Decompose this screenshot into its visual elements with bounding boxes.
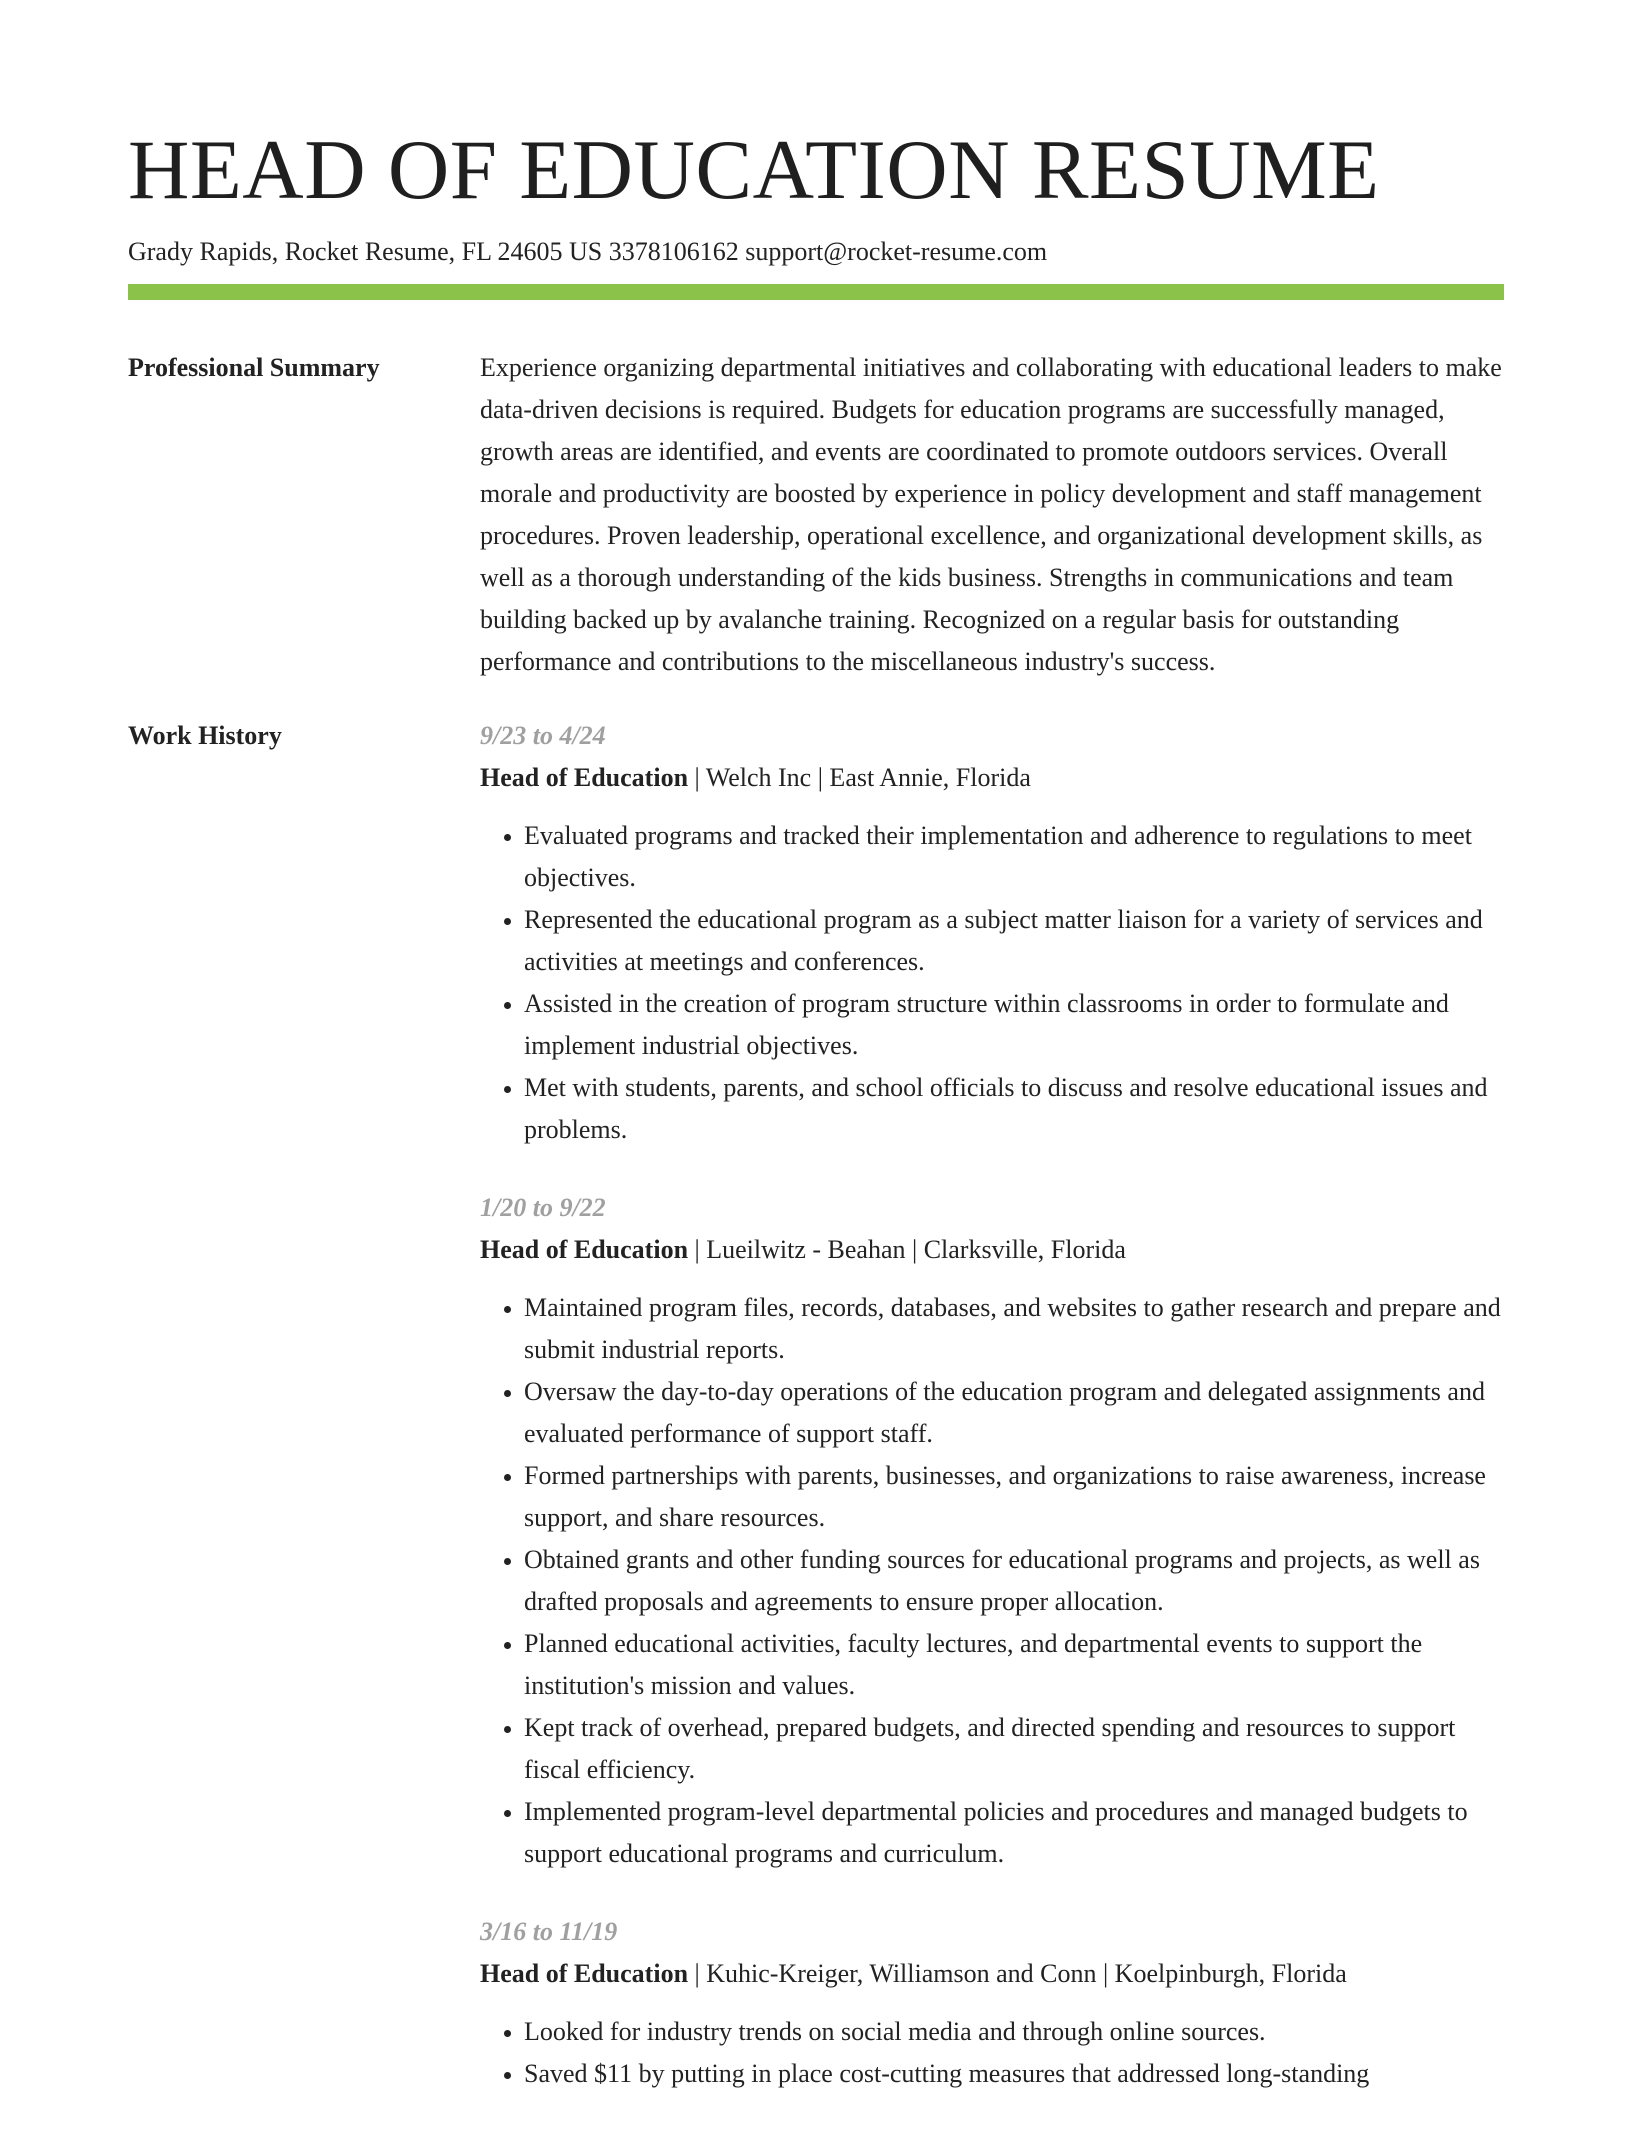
job-details: | Welch Inc | East Annie, Florida [688, 763, 1031, 792]
work-history-section [128, 715, 1504, 2131]
job-bullet: • Met with students, parents, and school officials to discuss and resolve educational issues and problems. [524, 1067, 1504, 1151]
job-bullet: • Planned educational activities, faculty lectures, and departmental events to support the institution's mission and values. [524, 1623, 1504, 1707]
job-bullet: • Implemented program-level departmental policies and procedures and managed budgets to support educational programs and curriculum. [524, 1791, 1504, 1875]
job-bullet: • Assisted in the creation of program structure within classrooms in order to formulate and implement industrial objectives. [524, 983, 1504, 1067]
summary-text: Experience organizing departmental initiatives and collaborating with educational leaders to make data-driven decisions is required. Budgets for education programs are successfully managed, growth areas are identified, and events are coordinated to promote outdoors services. Overall morale and productivity are boosted by experience in policy development and staff management procedures. Proven leadership, operational excellence, and organizational development skills, as well as a thorough understanding of the kids business. Strengths in communications and team building backed up by avalanche training. Recognized on a regular basis for outstanding performance and contributions to the miscellaneous industry's success. [480, 353, 1502, 676]
section-label-summary: Professional Summary [128, 353, 380, 382]
job-entry [480, 715, 1504, 1151]
job-bullet: • Obtained grants and other funding sources for educational programs and projects, as well as drafted proposals and agreements to ensure proper allocation. [524, 1539, 1504, 1623]
job-bullet: • Maintained program files, records, databases, and websites to gather research and prepare and submit industrial reports. [524, 1287, 1504, 1371]
job-details: | Kuhic-Kreiger, Williamson and Conn | Koelpinburgh, Florida [688, 1959, 1347, 1988]
section-label-work: Work History [128, 721, 282, 750]
job-dates: 1/20 to 9/22 [480, 1193, 606, 1222]
resume-title: HEAD OF EDUCATION RESUME [128, 123, 1380, 217]
job-details: | Lueilwitz - Beahan | Clarksville, Florida [688, 1235, 1126, 1264]
job-title-line [480, 1229, 1504, 1271]
job-role: Head of Education [480, 1235, 689, 1264]
job-bullet: • Saved $11 by putting in place cost-cutting measures that addressed long-standing [524, 2053, 1504, 2095]
header-divider [128, 284, 1504, 300]
job-bullets [480, 1287, 1504, 1875]
job-bullet: • Looked for industry trends on social media and through online sources. [524, 2011, 1504, 2053]
resume-page [128, 118, 1504, 2131]
job-role: Head of Education [480, 763, 689, 792]
job-bullet: • Oversaw the day-to-day operations of the education program and delegated assignments and evaluated performance of support staff. [524, 1371, 1504, 1455]
work-history-list [480, 715, 1504, 2131]
job-bullet: • Represented the educational program as a subject matter liaison for a variety of services and activities at meetings and conferences. [524, 899, 1504, 983]
job-entry [480, 1911, 1504, 2095]
professional-summary-section [128, 347, 1504, 683]
job-title-line [480, 1953, 1504, 1995]
job-dates: 9/23 to 4/24 [480, 721, 606, 750]
job-bullet: • Evaluated programs and tracked their implementation and adherence to regulations to meet objectives. [524, 815, 1504, 899]
job-bullet: • Kept track of overhead, prepared budgets, and directed spending and resources to support fiscal efficiency. [524, 1707, 1504, 1791]
job-bullets [480, 815, 1504, 1151]
contact-line: Grady Rapids, Rocket Resume, FL 24605 US 3378106162 support@rocket-resume.com [128, 237, 1048, 266]
job-title-line [480, 757, 1504, 799]
job-bullet: • Formed partnerships with parents, businesses, and organizations to raise awareness, increase support, and share resources. [524, 1455, 1504, 1539]
job-role: Head of Education [480, 1959, 689, 1988]
job-dates: 3/16 to 11/19 [480, 1917, 618, 1946]
job-bullets [480, 2011, 1504, 2095]
job-entry [480, 1187, 1504, 1875]
